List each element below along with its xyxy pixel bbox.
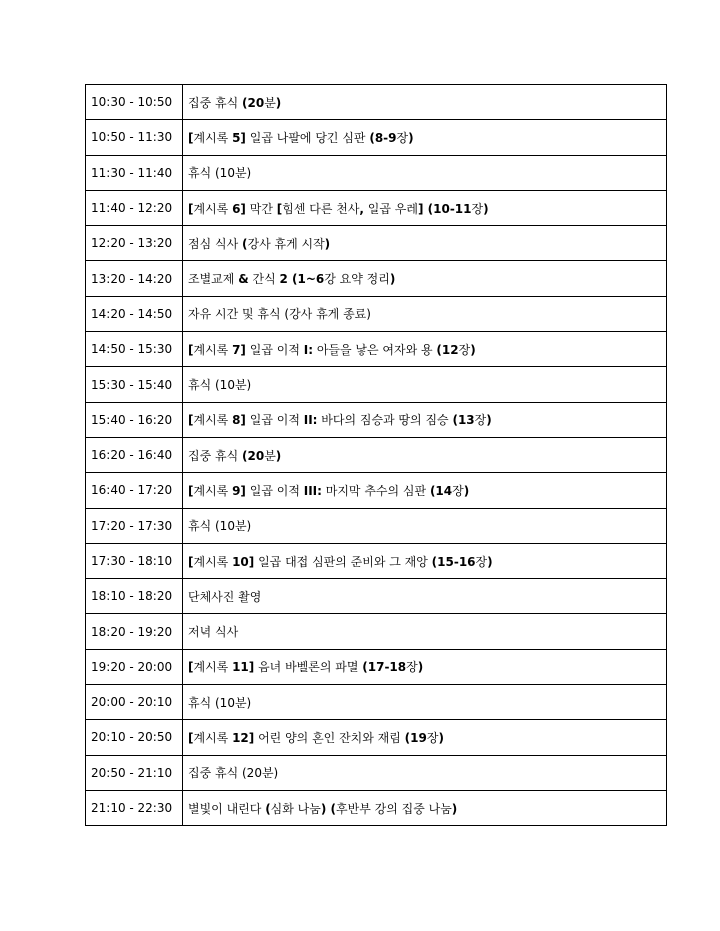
time-cell: 16:40 - 17:20: [86, 473, 183, 508]
schedule-row: [86, 579, 667, 614]
time-cell: 11:30 - 11:40: [86, 155, 183, 190]
activity-cell: [183, 261, 667, 296]
schedule-row: [86, 367, 667, 402]
schedule-row: [86, 120, 667, 155]
activity-text: (12: [436, 342, 459, 357]
activity-text: 후반부 강의 집중 나눔: [336, 801, 452, 816]
time-cell: 15:30 - 15:40: [86, 367, 183, 402]
activity-text: 계시록: [193, 660, 233, 675]
activity-text: 별빛이 내린다: [188, 801, 266, 816]
activity-text: ): [483, 201, 489, 216]
activity-text: (14: [429, 483, 453, 498]
activity-text: 장: [452, 483, 464, 498]
activity-text: 바다의 짐승과 땅의 짐승: [317, 413, 453, 428]
activity-text: ): [275, 448, 282, 463]
activity-text: (: [242, 236, 248, 251]
activity-text: 집중 휴식 (20분): [188, 766, 279, 781]
activity-text: 계시록: [193, 730, 233, 745]
schedule-table: [85, 84, 667, 826]
activity-cell: [183, 543, 667, 578]
schedule-row: [86, 332, 667, 367]
time-cell: 12:20 - 13:20: [86, 226, 183, 261]
activity-cell: [183, 614, 667, 649]
activity-text: 어린 양의 혼인 잔치와 재림: [254, 730, 405, 745]
activity-text: 8]: [232, 413, 246, 428]
activity-text: 장: [471, 201, 484, 216]
activity-text: ): [487, 554, 493, 569]
schedule-row: [86, 790, 667, 825]
activity-cell: [183, 473, 667, 508]
activity-text: 일곱 나팔에 당긴 심판: [245, 130, 370, 145]
time-cell: 20:50 - 21:10: [86, 755, 183, 790]
activity-text: 분: [264, 95, 276, 110]
activity-text: 계시록: [193, 554, 233, 569]
activity-text: (: [265, 801, 271, 816]
activity-text: 막간: [245, 201, 277, 216]
activity-text: ) (: [320, 801, 337, 816]
activity-text: 심화 나눔: [270, 801, 321, 816]
activity-text: 계시록: [193, 201, 233, 216]
activity-cell: [183, 649, 667, 684]
schedule-row: [86, 473, 667, 508]
schedule-row: [86, 685, 667, 720]
activity-text: ): [470, 342, 476, 357]
activity-text: [: [188, 342, 194, 357]
activity-text: III:: [303, 483, 322, 498]
schedule-row: [86, 720, 667, 755]
schedule-row: [86, 437, 667, 472]
activity-text: 일곱 이적: [245, 483, 304, 498]
activity-text: 강사 휴게 시작: [247, 236, 325, 251]
activity-text: ): [389, 272, 396, 287]
activity-text: 7]: [232, 342, 246, 357]
activity-text: 일곱 대접 심판의 준비와 그 재앙: [254, 554, 432, 569]
schedule-row: [86, 85, 667, 120]
activity-text: 마지막 추수의 심판: [321, 483, 430, 498]
activity-text: ): [275, 95, 282, 110]
activity-cell: [183, 367, 667, 402]
activity-text: 11]: [232, 660, 255, 675]
activity-text: 아들을 낳은 여자와 용: [313, 342, 437, 357]
activity-text: I:: [303, 342, 313, 357]
activity-text: 음녀 바벨론의 파멸: [254, 660, 363, 675]
activity-text: 휴식 (10분): [188, 166, 252, 181]
activity-text: 9]: [232, 483, 246, 498]
activity-cell: [183, 190, 667, 225]
activity-cell: [183, 402, 667, 437]
time-cell: 17:20 - 17:30: [86, 508, 183, 543]
activity-text: (17-18: [362, 660, 407, 675]
activity-text: 간식: [248, 272, 280, 287]
activity-cell: [183, 720, 667, 755]
activity-text: 계시록: [193, 342, 233, 357]
time-cell: 15:40 - 16:20: [86, 402, 183, 437]
activity-text: ): [408, 130, 414, 145]
activity-text: ): [438, 730, 444, 745]
activity-text: 장: [458, 342, 471, 357]
activity-cell: [183, 579, 667, 614]
schedule-body: [86, 85, 667, 826]
activity-text: (19: [404, 730, 427, 745]
activity-text: [: [188, 130, 194, 145]
schedule-row: [86, 508, 667, 543]
activity-cell: [183, 685, 667, 720]
activity-cell: [183, 120, 667, 155]
schedule-row: [86, 190, 667, 225]
time-cell: 14:20 - 14:50: [86, 296, 183, 331]
time-cell: 11:40 - 12:20: [86, 190, 183, 225]
activity-text: 계시록: [193, 483, 233, 498]
time-cell: 14:50 - 15:30: [86, 332, 183, 367]
activity-text: 장: [406, 660, 418, 675]
schedule-row: [86, 649, 667, 684]
schedule-row: [86, 226, 667, 261]
activity-text: (20: [242, 95, 265, 110]
activity-text: 장: [426, 730, 439, 745]
activity-cell: [183, 296, 667, 331]
activity-text: 조별교제: [188, 272, 239, 287]
activity-text: ): [451, 801, 458, 816]
schedule-row: [86, 402, 667, 437]
activity-text: 강 요약 정리: [324, 272, 390, 287]
activity-text: &: [238, 272, 249, 287]
time-cell: 20:00 - 20:10: [86, 685, 183, 720]
activity-text: 집중 휴식: [188, 448, 242, 463]
activity-text: 일곱 이적: [245, 342, 304, 357]
activity-text: 2 (1~6: [279, 272, 325, 287]
activity-cell: [183, 332, 667, 367]
activity-text: 휴식 (10분): [188, 519, 252, 534]
time-cell: 21:10 - 22:30: [86, 790, 183, 825]
activity-text: (15-16: [431, 554, 476, 569]
activity-text: II:: [303, 413, 318, 428]
activity-text: 휴식 (10분): [188, 378, 252, 393]
schedule-row: [86, 755, 667, 790]
activity-text: 일곱 이적: [245, 413, 304, 428]
activity-text: ): [486, 413, 492, 428]
activity-text: 집중 휴식: [188, 95, 242, 110]
schedule-row: [86, 543, 667, 578]
activity-text: ): [417, 660, 424, 675]
time-cell: 17:30 - 18:10: [86, 543, 183, 578]
time-cell: 13:20 - 14:20: [86, 261, 183, 296]
schedule-row: [86, 614, 667, 649]
activity-text: 10]: [232, 554, 255, 569]
activity-text: ,: [359, 201, 364, 216]
activity-text: [: [188, 554, 194, 569]
activity-text: 5]: [232, 130, 246, 145]
activity-text: [: [188, 730, 194, 745]
activity-text: 6]: [232, 201, 246, 216]
schedule-row: [86, 261, 667, 296]
time-cell: 10:50 - 11:30: [86, 120, 183, 155]
activity-text: 12]: [232, 730, 255, 745]
activity-cell: [183, 508, 667, 543]
time-cell: 20:10 - 20:50: [86, 720, 183, 755]
activity-text: 분: [264, 448, 276, 463]
activity-text: ] (10-11: [417, 201, 472, 216]
activity-text: 힘센 다른 천사: [282, 201, 360, 216]
time-cell: 19:20 - 20:00: [86, 649, 183, 684]
activity-text: 장: [474, 413, 487, 428]
time-cell: 18:20 - 19:20: [86, 614, 183, 649]
activity-text: 계시록: [193, 130, 233, 145]
activity-cell: [183, 226, 667, 261]
activity-text: 일곱 우레: [363, 201, 418, 216]
activity-text: (13: [452, 413, 475, 428]
schedule-row: [86, 296, 667, 331]
activity-text: 점심 식사: [188, 236, 242, 251]
activity-text: 계시록: [193, 413, 233, 428]
activity-text: 휴식 (10분): [188, 695, 252, 710]
time-cell: 18:10 - 18:20: [86, 579, 183, 614]
activity-text: ): [324, 236, 331, 251]
activity-text: (20: [242, 448, 265, 463]
activity-cell: [183, 755, 667, 790]
activity-text: 저녁 식사: [188, 625, 239, 640]
activity-cell: [183, 437, 667, 472]
activity-text: [: [188, 413, 194, 428]
activity-text: [: [188, 201, 194, 216]
activity-text: [: [276, 201, 283, 216]
activity-cell: [183, 85, 667, 120]
schedule-row: [86, 155, 667, 190]
activity-text: [: [188, 483, 194, 498]
activity-text: [: [188, 660, 194, 675]
activity-cell: [183, 155, 667, 190]
activity-text: 장: [396, 130, 409, 145]
activity-text: ): [463, 483, 470, 498]
activity-cell: [183, 790, 667, 825]
activity-text: 단체사진 촬영: [188, 589, 262, 604]
time-cell: 16:20 - 16:40: [86, 437, 183, 472]
activity-text: 장: [475, 554, 488, 569]
time-cell: 10:30 - 10:50: [86, 85, 183, 120]
activity-text: (8-9: [369, 130, 397, 145]
activity-text: 자유 시간 및 휴식 (강사 휴게 종료): [188, 307, 371, 322]
